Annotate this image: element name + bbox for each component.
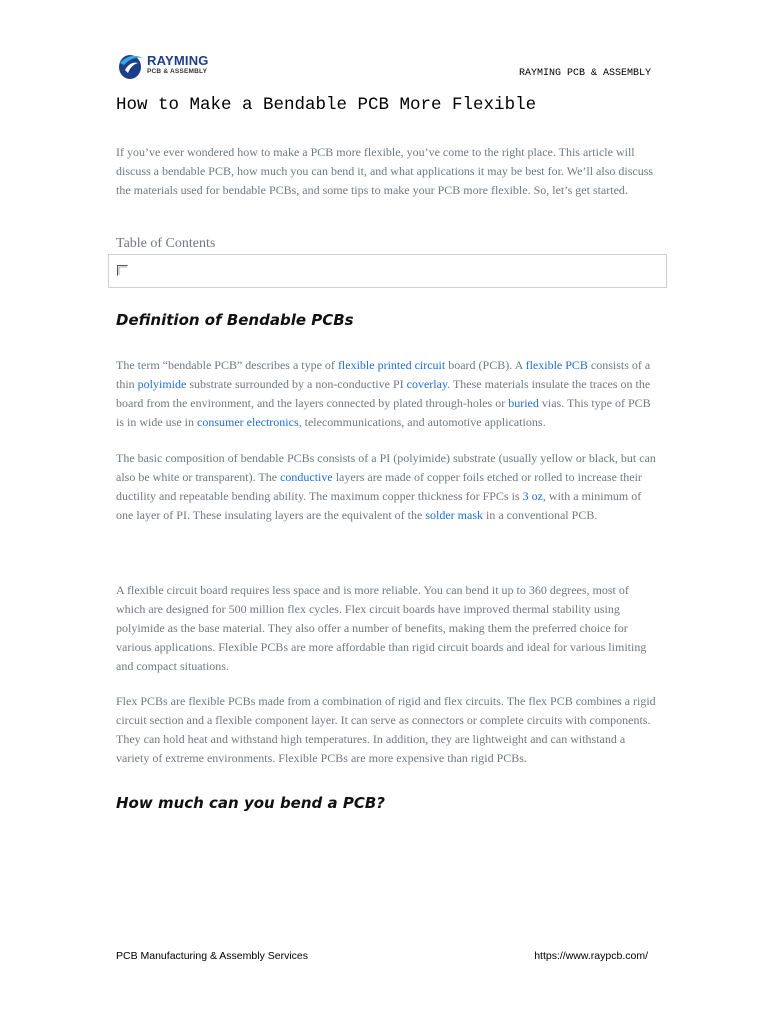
text-span: The term “bendable PCB” describes a type of	[116, 358, 338, 372]
section-heading-bend: How much can you bend a PCB?	[116, 794, 385, 812]
text-span: . These materials insulate the traces on the board from the environment, and the layers connected by plated through-holes or	[116, 377, 651, 410]
text-span: , with a minimum of one layer of PI. These insulating layers are the equivalent of the	[116, 489, 642, 522]
toc-box	[108, 254, 667, 288]
link-conductive[interactable]: conductive	[280, 470, 333, 484]
link-coverlay[interactable]: coverlay	[406, 377, 448, 391]
text-span: vias. This type of PCB is in wide use in	[116, 396, 651, 429]
link-polyimide[interactable]: polyimide	[137, 377, 187, 391]
rayming-logo	[116, 50, 226, 82]
link-consumer-electronics[interactable]: consumer electronics	[197, 415, 299, 429]
text-span: layers are made of copper foils etched or rolled to increase their ductility and repeatable bending ability. The maximum copper thickness for FPCs is	[116, 470, 642, 503]
link-flexible-pcb[interactable]: flexible PCB	[525, 358, 588, 372]
link-solder-mask[interactable]: solder mask	[425, 508, 483, 522]
logo-subtitle: PCB & ASSEMBLY	[147, 68, 208, 75]
text-span: The basic composition of bendable PCBs consists of a PI (polyimide) substrate (usually yellow or black, but can also be white or transparent). The	[116, 451, 656, 484]
link-3-oz[interactable]: 3 oz	[522, 489, 543, 503]
page-title: How to Make a Bendable PCB More Flexible	[116, 95, 537, 115]
text-span: substrate surrounded by a non-conductive PI	[186, 377, 407, 391]
footer-services: PCB Manufacturing & Assembly Services	[116, 950, 308, 962]
link-buried[interactable]: buried	[508, 396, 539, 410]
section-heading-definition: Definition of Bendable PCBs	[116, 311, 354, 329]
intro-paragraph: If you’ve ever wondered how to make a PCB more flexible, you’ve come to the right place. This article will discuss a bendable PCB, how much you can bend it, and what applications it may be best for. We’ll also discuss the materials used for bendable PCBs, and some tips to make your PCB more flexible. So, let’s get started.	[116, 145, 654, 197]
text-span: , telecommunications, and automotive applications.	[298, 415, 546, 429]
logo-swirl-icon	[116, 50, 146, 82]
link-flexible-printed-circuit[interactable]: flexible printed circuit	[337, 358, 446, 372]
header-company-name: RAYMING PCB & ASSEMBLY	[518, 68, 651, 79]
text-span: board (PCB). A	[445, 358, 526, 372]
toggle-icon[interactable]	[117, 265, 128, 276]
toc-heading: Table of Contents	[116, 236, 216, 251]
definition-paragraph-1	[116, 356, 656, 432]
logo-name: RAYMING	[147, 53, 209, 68]
footer-url: https://www.raypcb.com/	[534, 950, 648, 962]
text-span: consists of a thin	[116, 358, 651, 391]
definition-paragraph-3: A flexible circuit board requires less space and is more reliable. You can bend it up to 360 degrees, most of which are designed for 500 million flex cycles. Flex circuit boards have improved thermal stability using polyimide as the base material. They also offer a number of benefits, making them the preferred choice for various applications. Flexible PCBs are more affordable than rigid circuit boards and ideal for various limiting and compact situations.	[116, 583, 647, 673]
definition-paragraph-2	[116, 449, 656, 525]
text-span: in a conventional PCB.	[483, 508, 598, 522]
definition-paragraph-4: Flex PCBs are flexible PCBs made from a combination of rigid and flex circuits. The flex PCB combines a rigid circuit section and a flexible component layer. It can serve as connectors or complete circuits with components. They can hold heat and withstand high temperatures. In addition, they are lightweight and can withstand a variety of extreme environments. Flexible PCBs are more expensive than rigid PCBs.	[116, 694, 656, 765]
